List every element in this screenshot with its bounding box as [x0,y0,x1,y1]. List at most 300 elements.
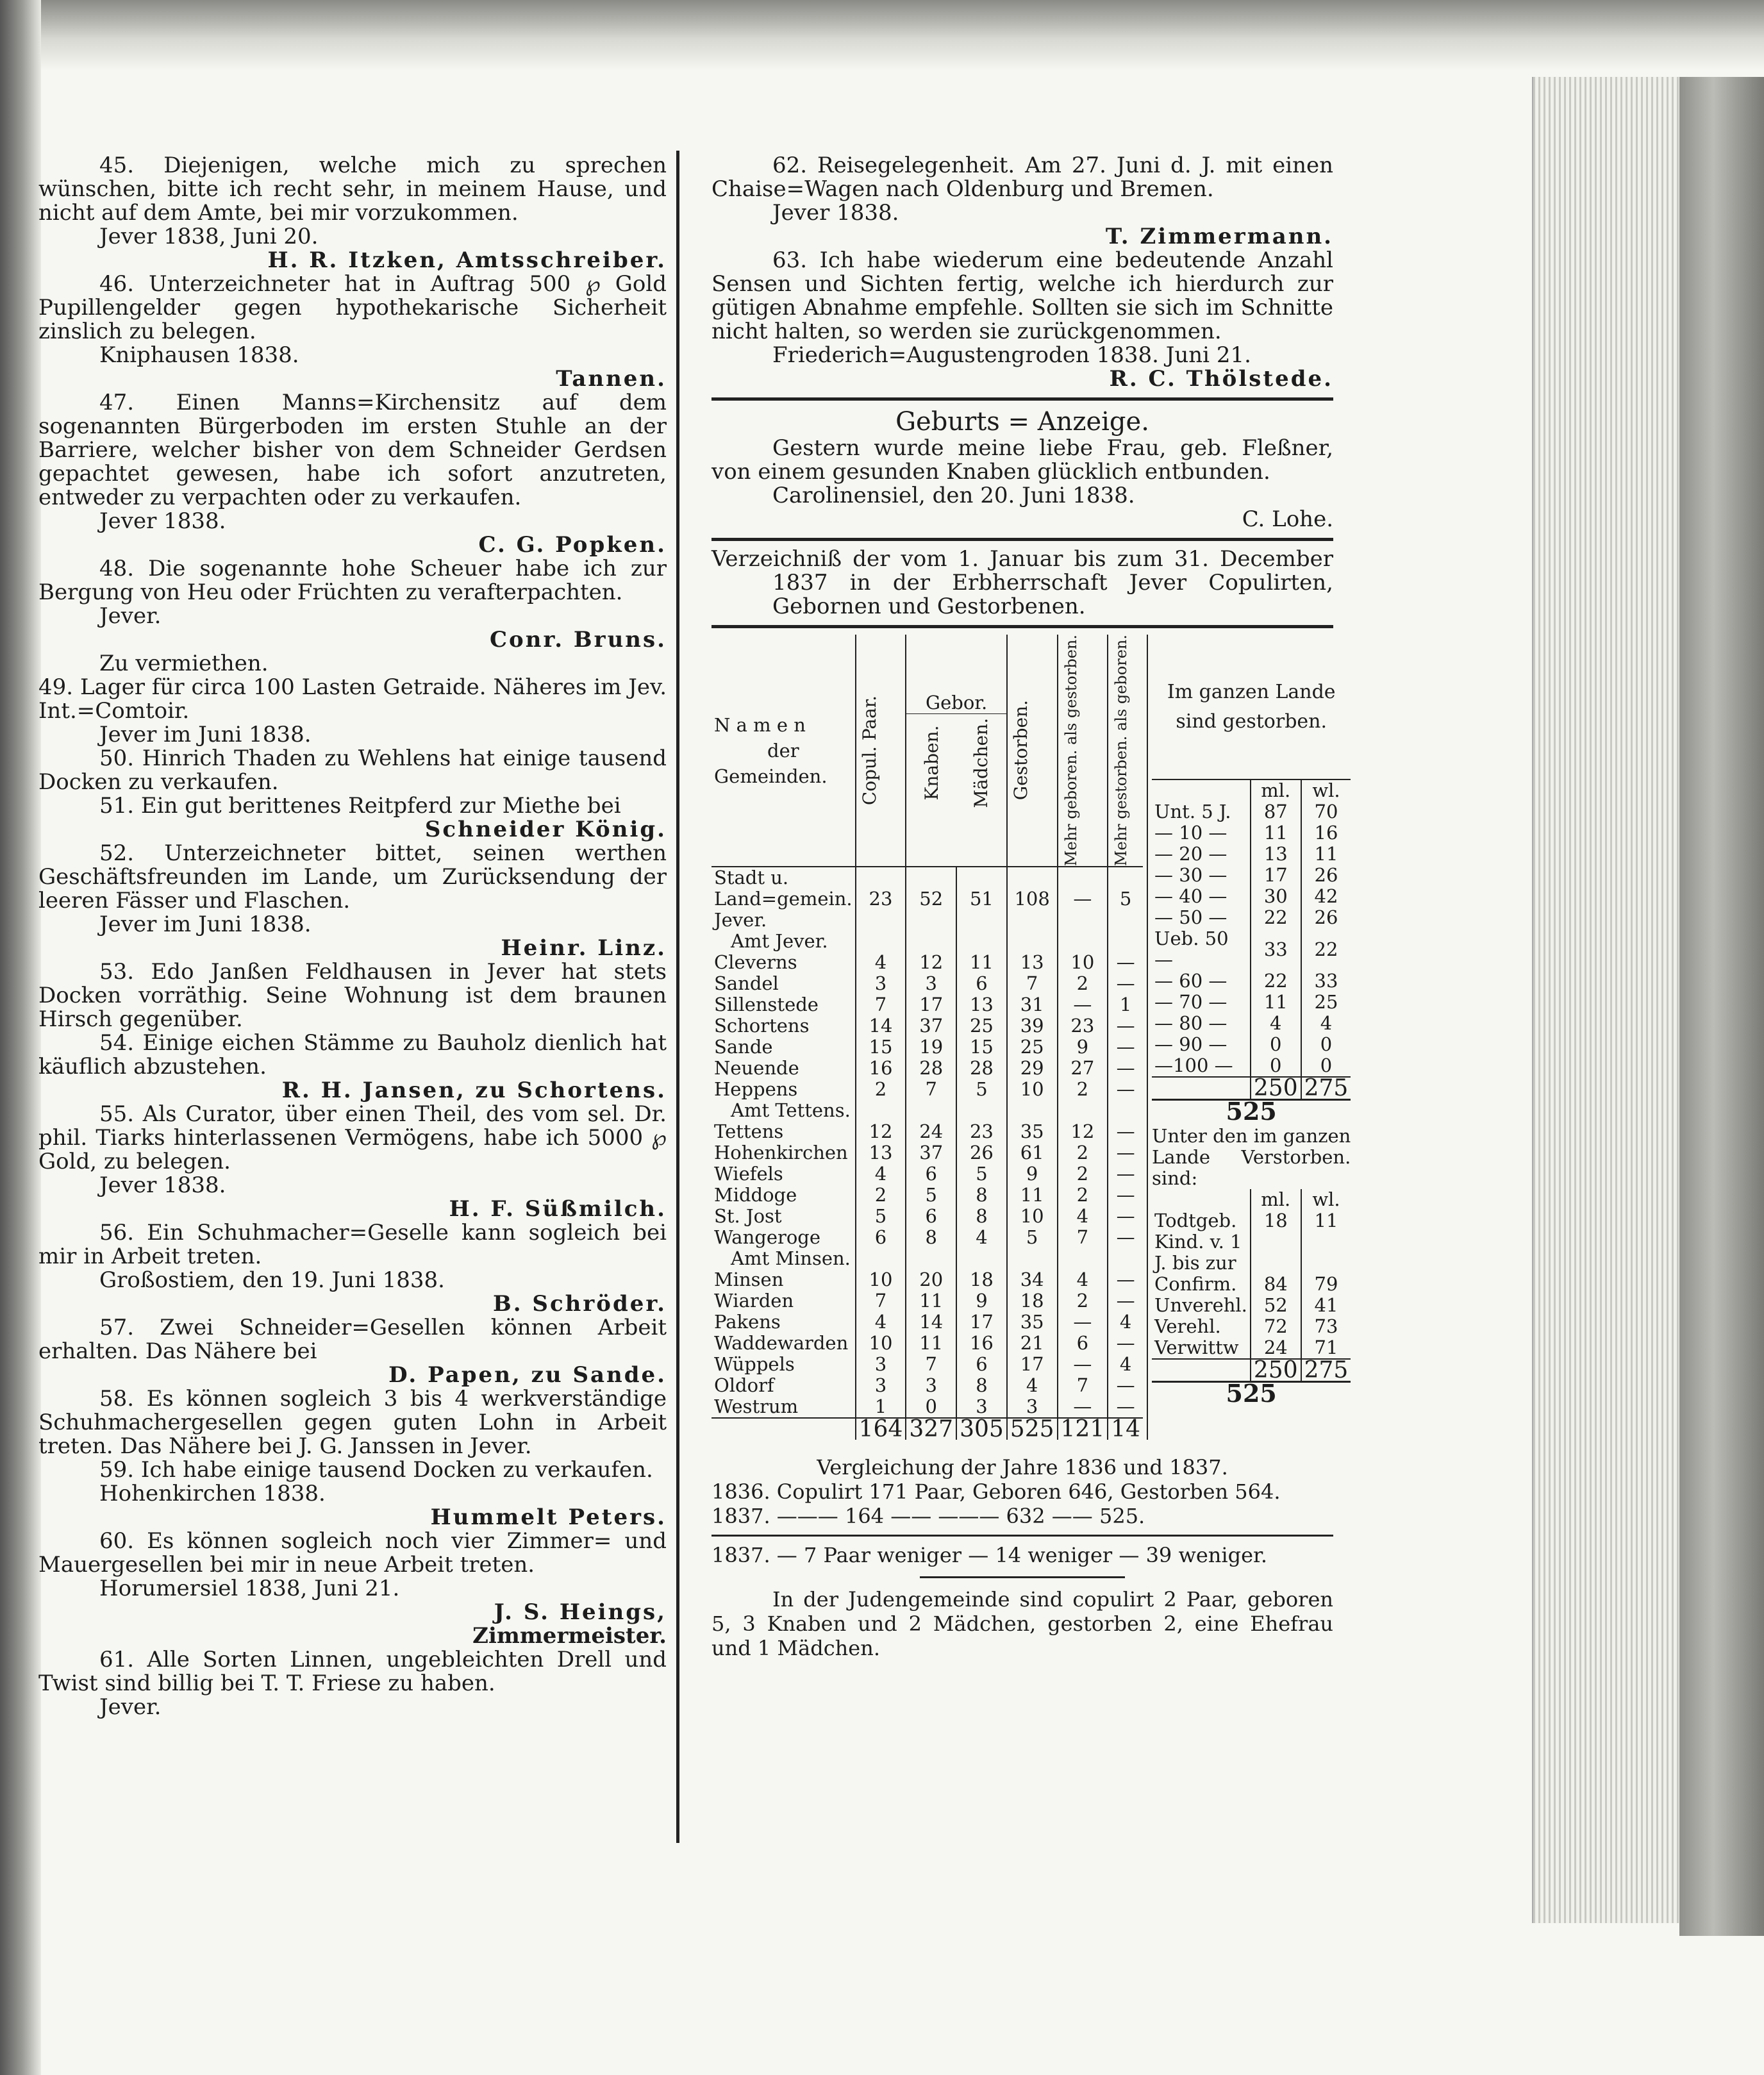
register-row [711,1248,1143,1269]
register-cell-ms: — [1108,1396,1143,1418]
register-cell-k: 3 [906,1375,956,1396]
advert-text [38,1458,667,1482]
register-cell-g [1007,1248,1058,1269]
col-mehr-geboren: Mehr geboren. als gestorben. [1061,635,1080,867]
advert-date: Jever 1838, Juni 20. [99,224,319,249]
register-cell-ms: — [1108,1142,1143,1163]
age-row-wl: 22 [1301,928,1351,971]
left-column [38,154,667,1719]
register-cell-mg: 2 [1058,973,1108,994]
register-cell-mg: 9 [1058,1037,1108,1058]
register-cell-m: 3 [956,1396,1007,1418]
register-cell-mg: — [1058,1396,1108,1418]
register-cell-mg: — [1058,867,1108,931]
age-row-wl: 0 [1301,1055,1351,1077]
register-cell-mg: 12 [1058,1121,1108,1142]
register-row-name: Sandel [714,972,779,995]
register-cell-c: 3 [856,1375,906,1396]
advert-number: 61. [99,1647,135,1672]
register-cell-m [956,1100,1007,1121]
register-cell-c: 12 [856,1121,906,1142]
status-sum-wl: 275 [1301,1359,1351,1382]
advert-55 [38,1103,667,1221]
advert-number: 49. [38,674,74,700]
status-row-label: Unverehl. [1154,1294,1247,1316]
register-cell-ms: — [1108,1269,1143,1290]
register-cell-mg: 7 [1058,1375,1108,1396]
register-cell-c: 4 [856,952,906,973]
register-cell-mg: — [1058,1354,1108,1375]
advert-date: Jever 1838. [99,508,226,534]
advert-text [38,1103,667,1174]
advert-number: 63. [772,247,808,273]
register-cell-ms: — [1108,1333,1143,1354]
register-cell-g: 13 [1007,952,1058,973]
register-cell-ms: 4 [1108,1354,1143,1375]
advert-body: Unterzeichneter hat in Auftrag 500 ℘ Gold Pupillengelder gegen hypothekarische Sicherheit zinslich zu belegen. [38,271,667,344]
age-row-ml: 22 [1251,907,1301,928]
col-copul: Copul. Paar. [858,695,880,806]
register-cell-ms: — [1108,1079,1143,1100]
register-cell-c: 16 [856,1058,906,1079]
advert-number: 55. [99,1101,135,1127]
advert-text [711,249,1333,344]
advert-signature: R. C. Thölstede. [1109,366,1333,392]
age-row-label: — 70 — [1154,991,1227,1013]
register-cell-k: 8 [906,1227,956,1248]
advert-number: 59. [99,1457,135,1483]
register-row [711,1079,1143,1100]
register-cell-mg: 2 [1058,1185,1108,1206]
age-row-ml: 13 [1251,844,1301,865]
age-row-label: — 60 — [1154,970,1227,992]
advert-number: 53. [99,959,135,985]
advert-date: Jever. [99,603,162,629]
status-row-wl: 79 [1301,1274,1351,1295]
register-cell-mg: 2 [1058,1079,1108,1100]
register-cell-ms: — [1108,1163,1143,1185]
register-cell-g: 21 [1007,1333,1058,1354]
advert-text [38,1387,667,1458]
register-cell-mg: 4 [1058,1269,1108,1290]
advert-body: Als Curator, über einen Theil, des vom sel. Dr. phil. Tiarks hinterlassenen Vermögens, habe ich 5000 ℘ Gold, zu belegen. [38,1101,667,1174]
status-head-ml: ml. [1251,1189,1301,1210]
birth-heading: Geburts = Anzeige. [895,407,1149,437]
register-cell-g: 4 [1007,1375,1058,1396]
register-row [711,994,1143,1015]
register-cell-k: 24 [906,1121,956,1142]
age-row-wl: 26 [1301,907,1351,928]
register-row [711,1354,1143,1375]
register-cell-c: 23 [856,867,906,931]
age-row-ml: 30 [1251,886,1301,907]
register-cell-k: 37 [906,1015,956,1037]
col-der: der [767,739,799,762]
register-cell-m: 8 [956,1375,1007,1396]
status-row-label: Todtgeb. [1154,1210,1237,1231]
register-cell-g: 39 [1007,1015,1058,1037]
age-row-label: — 10 — [1154,822,1227,844]
advert-body: Ein Schuhmacher=Geselle kann sogleich bei mir in Arbeit treten. [38,1220,667,1269]
register-cell-c: 5 [856,1206,906,1227]
register-cell-k: 17 [906,994,956,1015]
register-cell-m: 5 [956,1163,1007,1185]
advert-body: Einen Manns=Kirchensitz auf dem sogenannten Bürgerboden im ersten Stuhle an der Barriere, welcher bisher von dem Schneider Gerdsen gepachtet gewesen, habe ich sofort anzutreten, entweder zu verpachten oder zu verkaufen. [38,390,667,510]
age-row-label: Unt. 5 J. [1154,801,1231,822]
age-row-ml: 0 [1251,1034,1301,1055]
register-cell-c: 2 [856,1185,906,1206]
register-cell-ms: — [1108,1227,1143,1248]
register-cell-ms: — [1108,1375,1143,1396]
register-row-name: Stadt u. Land=gemein. Jever. [714,867,853,931]
age-row-label: — 40 — [1154,885,1227,907]
register-cell-c [856,931,906,952]
register-cell-mg: 2 [1058,1142,1108,1163]
advert-text [38,794,667,818]
status-table [1152,1188,1351,1408]
register-row-name: Pakens [714,1311,781,1333]
register-cell-c: 4 [856,1312,906,1333]
register-cell-g: 5 [1007,1227,1058,1248]
advert-body: Ich habe einige tausend Docken zu verkaufen. [140,1457,653,1483]
register-cell-g: 7 [1007,973,1058,994]
advert-54 [38,1031,667,1103]
age-row-wl: 16 [1301,822,1351,844]
register-row-name: Sillenstede [714,994,819,1016]
register-cell-c: 15 [856,1037,906,1058]
age-row-label: Ueb. 50 — [1154,928,1229,971]
advert-number: 57. [99,1315,135,1340]
register-cell-m [956,931,1007,952]
age-row [1152,1013,1351,1034]
advert-signature-2: Zimmermeister. [472,1623,667,1649]
status-row-ml [1251,1231,1301,1274]
advert-body: Hinrich Thaden zu Wehlens hat einige tausend Docken zu verkaufen. [38,746,667,795]
register-cell-g [1007,1100,1058,1121]
register-row-name: Sande [714,1036,773,1058]
advert-date: Jever 1838. [99,1172,226,1198]
advert-number: 56. [99,1220,135,1246]
advert-text [38,272,667,344]
register-cell-k: 14 [906,1312,956,1333]
register-row [711,1058,1143,1079]
status-row-label: Verwittw [1154,1337,1239,1358]
register-cell-mg [1058,1248,1108,1269]
short-rule [920,1576,1125,1578]
register-totals-row [711,1418,1143,1440]
advert-47 [38,391,667,557]
status-row-label: Confirm. [1154,1273,1237,1295]
advert-body: Ein gut berittenes Reitpferd zur Miethe bei [140,793,621,819]
register-row [711,1037,1143,1058]
advert-number: 50. [99,746,135,771]
register-row-name: Schortens [714,1015,810,1037]
col-gebor: Gebor. [906,692,1006,714]
register-row-name: Westrum [714,1396,799,1418]
age-row [1152,886,1351,907]
register-cell-mg: 23 [1058,1015,1108,1037]
register-cell-c: 4 [856,1163,906,1185]
advert-63 [711,249,1333,391]
col-mehr-gestorben: Mehr gestorben. als geboren. [1112,635,1131,867]
advert-body: Einige eichen Stämme zu Bauholz dienlich hat käuflich abzustehen. [38,1030,667,1079]
advert-signature: J. S. Heings, [494,1599,667,1625]
advert-number: 51. [99,793,135,819]
register-cell-c [856,1100,906,1121]
status-head-wl: wl. [1301,1189,1351,1210]
age-table [1152,779,1351,1126]
advert-body: Zwei Schneider=Gesellen können Arbeit erhalten. Das Nähere bei [38,1315,667,1364]
advert-signature: H. R. Itzken, Amtsschreiber. [267,247,667,273]
register-cell-c: 2 [856,1079,906,1100]
status-row [1152,1274,1351,1295]
register-cell-k: 7 [906,1354,956,1375]
register-cell-ms: — [1108,1121,1143,1142]
comparison [711,1455,1333,1660]
register-row [711,952,1143,973]
advert-signature: C. G. Popken. [478,532,667,558]
register-cell-c: 7 [856,1290,906,1312]
section-rule [711,538,1333,541]
register-cell-mg: 4 [1058,1206,1108,1227]
age-row-wl: 11 [1301,844,1351,865]
register-cell-mg: — [1058,994,1108,1015]
status-row-ml: 84 [1251,1274,1301,1295]
advert-51 [38,794,667,842]
register-cell-g [1007,931,1058,952]
advert-body: Diejenigen, welche mich zu sprechen wünschen, bitte ich recht sehr, in meinem Hause, und nicht auf dem Amte, bei mir vorzukommen. [38,153,667,226]
col-maedchen: Mädchen. [970,718,992,808]
register-total-k: 327 [906,1418,956,1440]
register-cell-mg: 2 [1058,1290,1108,1312]
status-row-wl: 71 [1301,1337,1351,1359]
advert-text [38,391,667,510]
advert-signature: Tannen. [556,366,667,392]
register-row [711,867,1143,931]
advert-61 [38,1648,667,1719]
register-tables [711,635,1351,1443]
register-cell-k: 37 [906,1142,956,1163]
advert-50 [38,747,667,794]
advert-number: 60. [99,1528,135,1554]
comparison-title: Vergleichung der Jahre 1836 und 1837. [817,1455,1228,1480]
register-cell-ms [1108,931,1143,952]
register-row [711,1312,1143,1333]
register-cell-c: 3 [856,973,906,994]
advert-text [38,1648,667,1696]
register-row [711,1375,1143,1396]
advert-signature: Schneider König. [424,817,667,842]
register-cell-m: 17 [956,1312,1007,1333]
register-total-m: 305 [956,1418,1007,1440]
advert-number: 54. [99,1030,135,1056]
register-cell-mg: 6 [1058,1333,1108,1354]
status-row-wl: 73 [1301,1316,1351,1337]
advert-date: Hohenkirchen 1838. [99,1481,326,1506]
advert-title: Zu vermiethen. [99,651,269,676]
age-row [1152,992,1351,1013]
age-row-ml: 4 [1251,1013,1301,1034]
deaths-panel [1147,635,1351,1440]
register-cell-c: 10 [856,1333,906,1354]
register-cell-k [906,1248,956,1269]
age-row-ml: 17 [1251,865,1301,886]
register-cell-ms [1108,1100,1143,1121]
register-cell-k: 7 [906,1079,956,1100]
comparison-rule [711,1535,1333,1537]
age-row-wl: 25 [1301,992,1351,1013]
age-row-wl: 70 [1301,801,1351,822]
birth-signature: C. Lohe. [1242,506,1333,532]
status-row [1152,1231,1351,1274]
advert-number: 58. [99,1386,135,1412]
register-cell-m: 6 [956,973,1007,994]
age-row-wl: 42 [1301,886,1351,907]
register-row-name: Hohenkirchen [714,1142,848,1164]
register-row-name: Wiarden [714,1290,794,1312]
advert-body: Es können sogleich 3 bis 4 werkverständige Schuhmachergesellen gegen guten Lohn in Arbeit treten. Das Nähere bei J. G. Janssen in Jever. [38,1386,667,1459]
advert-body: Reisegelegenheit. Am 27. Juni d. J. mit einen Chaise=Wagen nach Oldenburg und Bremen. [711,153,1333,202]
advert-49 [38,652,667,747]
right-ads [711,154,1333,391]
advert-body: Ich habe wiederum eine bedeutende Anzahl Sensen und Sichten fertig, welche ich hierdurch zur gütigen Abnahme empfehle. Sollten sie sich im Schnitte nicht halten, so werden sie zurückgenommen. [711,247,1333,344]
advert-number: 45. [99,153,135,178]
age-row [1152,1055,1351,1077]
section-rule [711,625,1333,628]
register-cell-g: 10 [1007,1206,1058,1227]
register-row-name: Wiefels [714,1163,783,1185]
advert-46 [38,272,667,391]
birth-announcement [711,407,1333,531]
book-page-edges [1532,77,1681,1923]
advert-number: 52. [99,840,135,866]
age-row-ml: 33 [1251,928,1301,971]
advert-text [38,676,667,723]
age-head-ml: ml. [1251,780,1301,801]
age-row [1152,844,1351,865]
status-row-wl [1301,1231,1351,1274]
col-gestorben: Gestorben. [1010,700,1031,801]
register-row [711,1269,1143,1290]
register-cell-k: 0 [906,1396,956,1418]
register-total-c: 164 [856,1418,906,1440]
advert-signature: Heinr. Linz. [501,935,667,961]
register-cell-ms: — [1108,1185,1143,1206]
status-sum-total: 525 [1152,1382,1351,1404]
register-cell-ms: 5 [1108,867,1143,931]
register-table [711,635,1143,1443]
register-cell-ms: — [1108,1290,1143,1312]
age-row-wl: 4 [1301,1013,1351,1034]
register-cell-g: 61 [1007,1142,1058,1163]
register-row [711,973,1143,994]
register-cell-ms: — [1108,1058,1143,1079]
register-cell-ms: — [1108,1206,1143,1227]
register-cell-k: 5 [906,1185,956,1206]
age-sum-wl: 275 [1301,1077,1351,1100]
advert-signature: T. Zimmermann. [1105,224,1333,249]
advert-signature: R. H. Jansen, zu Schortens. [281,1078,667,1103]
age-row-label: — 80 — [1154,1012,1227,1034]
advert-text [38,747,667,794]
advert-45 [38,154,667,272]
register-row-name: Minsen [714,1269,784,1291]
register-cell-g: 25 [1007,1037,1058,1058]
status-row [1152,1295,1351,1316]
register-row-name: Amt Minsen. [731,1247,851,1270]
register-cell-c: 1 [856,1396,906,1418]
register-cell-k [906,1100,956,1121]
age-head-wl: wl. [1301,780,1351,801]
top-scan-shadow [0,0,1764,71]
register-cell-m: 8 [956,1206,1007,1227]
register-row-name: Wangeroge [714,1226,821,1249]
register-cell-ms: 4 [1108,1312,1143,1333]
birth-date: Carolinensiel, den 20. Juni 1838. [772,483,1135,508]
register-cell-k: 6 [906,1163,956,1185]
age-row-wl: 26 [1301,865,1351,886]
register-row [711,1015,1143,1037]
age-sum-total: 525 [1152,1100,1351,1122]
comparison-1836: 1836. Copulirt 171 Paar, Geboren 646, Gestorben 564. [711,1479,1281,1504]
register-cell-ms: — [1108,973,1143,994]
status-row-ml: 24 [1251,1337,1301,1359]
book-cover-edge [1679,77,1764,1936]
register-cell-g: 11 [1007,1185,1058,1206]
right-column [711,153,1351,1661]
advert-57 [38,1316,667,1387]
age-row-label: — 50 — [1154,906,1227,928]
register-row [711,1396,1143,1418]
register-cell-g: 29 [1007,1058,1058,1079]
age-row-wl: 0 [1301,1034,1351,1055]
register-cell-mg: 27 [1058,1058,1108,1079]
advert-body: Unterzeichneter bittet, seinen werthen Geschäftsfreunden im Lande, um Zurücksendung der leeren Fässer und Flaschen. [38,840,667,913]
register-cell-m: 11 [956,952,1007,973]
register-cell-c: 13 [856,1142,906,1163]
register-cell-m: 25 [956,1015,1007,1037]
register-cell-m: 6 [956,1354,1007,1375]
status-row-label: Verehl. [1154,1315,1221,1337]
advert-text [38,1221,667,1269]
register-cell-m [956,1248,1007,1269]
register-cell-m: 4 [956,1227,1007,1248]
status-row-ml: 52 [1251,1295,1301,1316]
birth-text: Gestern wurde meine liebe Frau, geb. Fleßner, von einem gesunden Knaben glücklich entbunden. [711,435,1333,485]
binding-shadow [0,0,41,2075]
register-cell-c: 14 [856,1015,906,1037]
register-cell-m: 5 [956,1079,1007,1100]
register-cell-m: 51 [956,867,1007,931]
register-cell-ms: 1 [1108,994,1143,1015]
age-row-ml: 22 [1251,971,1301,992]
register-cell-ms: — [1108,952,1143,973]
advert-date: Jever 1838. [772,200,899,226]
advert-60 [38,1529,667,1648]
age-row-ml: 11 [1251,822,1301,844]
age-row [1152,907,1351,928]
jewish-community-note: In der Judengemeinde sind copulirt 2 Paar, geboren 5, 3 Knaben und 2 Mädchen, gestorben 2, eine Ehefrau und 1 Mädchen. [711,1587,1333,1661]
register-cell-g: 34 [1007,1269,1058,1290]
register-row-name: St. Jost [714,1205,782,1228]
register-row-name: Cleverns [714,951,797,974]
col-gemeinden: Gemeinden. [714,765,828,787]
register-cell-k: 11 [906,1333,956,1354]
status-row-ml: 18 [1251,1210,1301,1231]
register-row [711,1206,1143,1227]
register-cell-mg: 10 [1058,952,1108,973]
status-row-ml: 72 [1251,1316,1301,1337]
